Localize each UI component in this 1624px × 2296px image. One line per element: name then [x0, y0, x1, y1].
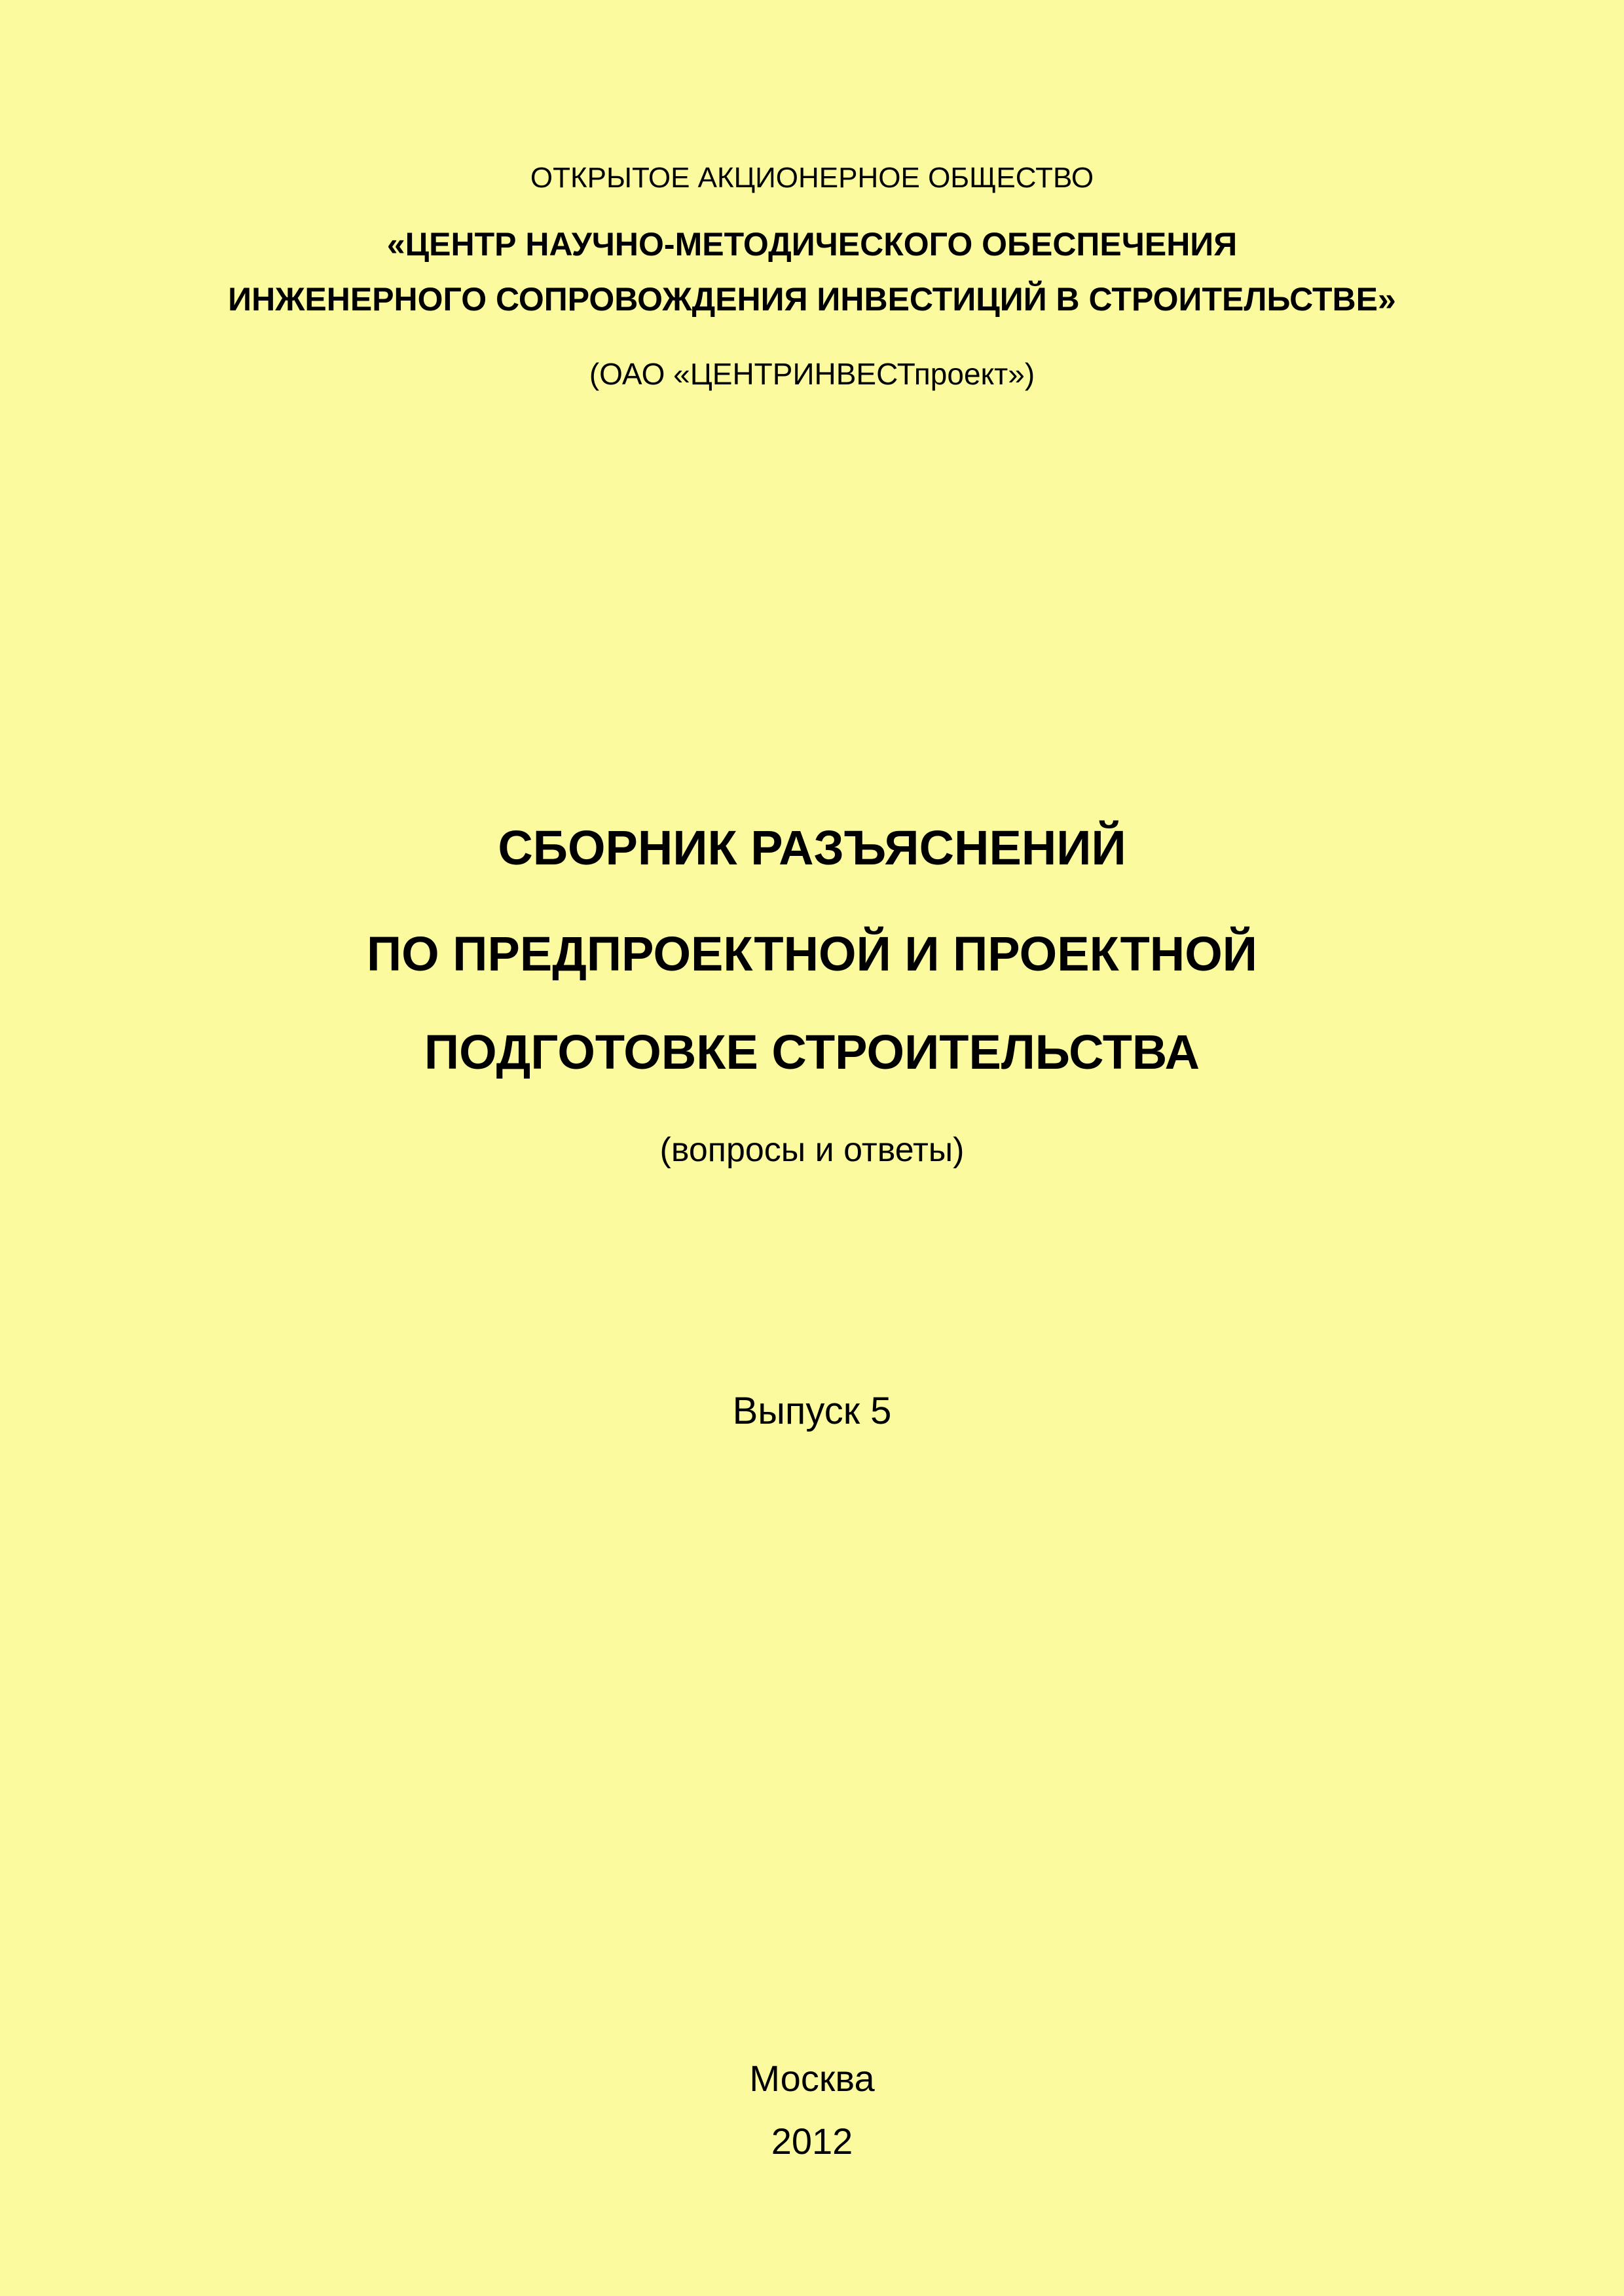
publication-city: Москва	[749, 2058, 875, 2099]
publication-year: 2012	[771, 2120, 853, 2162]
organization-name-line-2: ИНЖЕНЕРНОГО СОПРОВОЖДЕНИЯ ИНВЕСТИЦИЙ В СТРОИТЕЛЬСТВЕ»	[228, 281, 1396, 318]
document-title-line-2: ПО ПРЕДПРОЕКТНОЙ И ПРОЕКТНОЙ	[366, 927, 1257, 981]
document-subtitle: (вопросы и ответы)	[659, 1131, 965, 1169]
organization-abbreviation: (ОАО «ЦЕНТРИНВЕСТпроект»)	[589, 357, 1035, 391]
organization-name-line-1: «ЦЕНТР НАУЧНО-МЕТОДИЧЕСКОГО ОБЕСПЕЧЕНИЯ	[386, 226, 1238, 263]
document-title-line-1: СБОРНИК РАЗЪЯСНЕНИЙ	[498, 821, 1126, 875]
organization-type: ОТКРЫТОЕ АКЦИОНЕРНОЕ ОБЩЕСТВО	[530, 162, 1094, 194]
issue-number: Выпуск 5	[732, 1390, 892, 1432]
document-title-line-3: ПОДГОТОВКЕ СТРОИТЕЛЬСТВА	[424, 1025, 1200, 1079]
